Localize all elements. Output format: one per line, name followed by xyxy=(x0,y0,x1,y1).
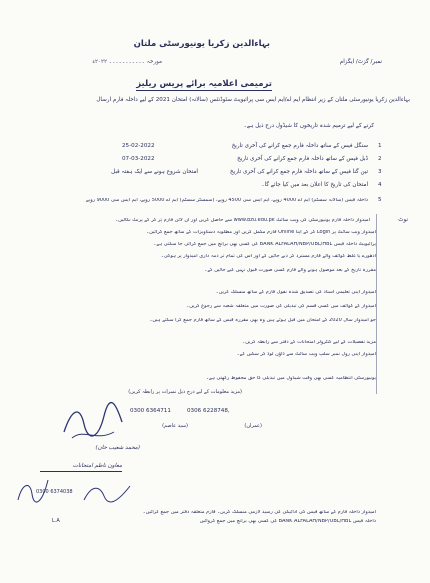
footer-prefix: L.A xyxy=(52,518,60,524)
intro-line-1: بہاءالدین زکریا یونیورسٹی ملتان کے زیر انتظام ایم اے/ایم ایس سی پرائیویٹ سٹوڈنٹس (سالانہ) امتحان 2021 کے لیے داخلہ فارم ارسال xyxy=(96,97,410,103)
note-line: امیدوار داخلہ فارم یونیورسٹی کی ویب سائٹ www.bzu.edu.pk سے حاصل کریں اور آن لائن فارم پُر کر کے پرنٹ نکالیں۔ xyxy=(115,218,370,223)
note-line: امیدوار اپنی رول نمبر سلپ ویب سائٹ سے ڈاؤن لوڈ کر سکیں گے۔ xyxy=(236,352,376,357)
schedule-date: امتحان شروع ہونے سے ایک ہفتہ قبل xyxy=(111,169,198,175)
schedule-date: 07-03-2022 xyxy=(122,156,155,162)
schedule-label: تین گنا فیس کے ساتھ داخلہ فارم جمع کرانے کی آخری تاریخ xyxy=(230,169,368,175)
note-line: امیدوار ویب سائٹ پر Login کر کے اپنا Online فارم مکمل کریں اور مطلوبہ دستاویزات کے ساتھ جمع کرائیں۔ xyxy=(146,230,376,235)
note-line: جو امیدوار سال 2020 کے امتحان میں فیل ہوئے ہیں وہ بھی مقررہ فیس کے ساتھ فارم جمع کرا سکتے ہیں۔ xyxy=(149,318,376,323)
schedule-label: امتحان کی تاریخ کا اعلان بعد میں کیا جائے گا۔ xyxy=(261,182,368,188)
note-label: نوٹ xyxy=(398,217,408,223)
schedule-num: 1 xyxy=(378,143,382,149)
reference-number: نمبر/ گزٹ/ ایگزام xyxy=(339,59,382,65)
schedule-label: سنگل فیس کے ساتھ داخلہ فارم جمع کرانے کی آخری تاریخ xyxy=(231,143,368,149)
signatory-title: معاون ناظم امتحانات xyxy=(40,464,122,472)
schedule-num: 4 xyxy=(378,182,382,188)
phone-2: 0306 6228748, xyxy=(187,408,230,414)
note-line: امیدوار کے کوائف میں کسی قسم کی تبدیلی کی صورت میں متعلقہ شعبہ سے رجوع کریں۔ xyxy=(186,304,376,309)
contact-name-1: (سید عاصم) xyxy=(162,423,188,429)
phone-1: 0300 6364711 xyxy=(130,408,171,414)
note-line: پرائیویٹ داخلہ فیس BANK ALFALAH/NBP/UBL/HBL کی کسی بھی برانچ میں جمع کرائی جا سکتی ہے۔ xyxy=(153,242,376,247)
margin-rule xyxy=(376,214,377,394)
second-signature xyxy=(80,478,136,508)
signatory-name: (محمد شعیب خان) xyxy=(95,445,140,451)
contact-line: (مزید معلومات کے لیے درج ذیل نمبرات پر رابطہ کریں) xyxy=(128,389,242,395)
note-line: مزید تفصیلات کے لیے کنٹرولر امتحانات کے دفتر سے رابطہ کریں۔ xyxy=(242,340,376,345)
fee-row-num: 5 xyxy=(378,197,382,203)
signature xyxy=(58,398,128,446)
note-line: مقررہ تاریخ کے بعد موصول ہونے والے فارم کسی صورت قبول نہیں کیے جائیں گے۔ xyxy=(204,268,376,273)
footer-line: امیدوار داخلہ فارم کے ساتھ فیس کی ادائیگی کی رسید لازمی منسلک کریں۔ فارم متعلقہ دفتر میں جمع کرائیں۔ xyxy=(142,510,376,515)
intro-line-2: کرنے کے لیے ترمیم شدہ تاریخوں کا شیڈول درج ذیل ہے۔ xyxy=(243,123,374,129)
footer-line: داخلہ فیس BANK ALFALAH/NBP/UBL/HBL کی کسی بھی برانچ میں جمع کروائیں xyxy=(199,519,376,524)
university-name: بہاءالدین زکریا یونیورسٹی ملتان xyxy=(133,39,270,49)
note-line: امیدوار اپنی تعلیمی اسناد کی تصدیق شدہ نقول فارم کے ساتھ منسلک کریں۔ xyxy=(215,290,376,295)
document-title: ترمیمی اعلامیہ برائے پریس ریلیز xyxy=(136,79,272,89)
contact-name-2: (عمران) xyxy=(244,423,262,429)
fee-row-text: داخلہ فیس (سالانہ سسٹم) ایم اے 4000 روپے، ایم ایس سی 4500 روپے، (سمسٹر سسٹم) ایم اے 5000 روپے، ایم ایس سی 9000 روپے xyxy=(85,198,368,203)
schedule-label: ڈبل فیس کے ساتھ داخلہ فارم جمع کرانے کی آخری تاریخ xyxy=(237,156,368,162)
schedule-num: 2 xyxy=(378,156,382,162)
schedule-num: 3 xyxy=(378,169,382,175)
date-line: مورخہ ۔۔۔۔۔۔۔۔۔۔۔ ۲۰۲۲ء xyxy=(92,59,162,65)
note-line: یونیورسٹی انتظامیہ کسی بھی وقت شیڈول میں تبدیلی کا حق محفوظ رکھتی ہے۔ xyxy=(206,376,376,381)
schedule-date: 25-02-2022 xyxy=(122,143,155,149)
footer-phone: 0300 6374038 xyxy=(36,489,73,495)
note-line: ادھورے یا غلط کوائف والے فارم مسترد کر دیے جائیں گے اور اس کی تمام تر ذمہ داری امیدوار پر ہوگی۔ xyxy=(160,254,376,259)
